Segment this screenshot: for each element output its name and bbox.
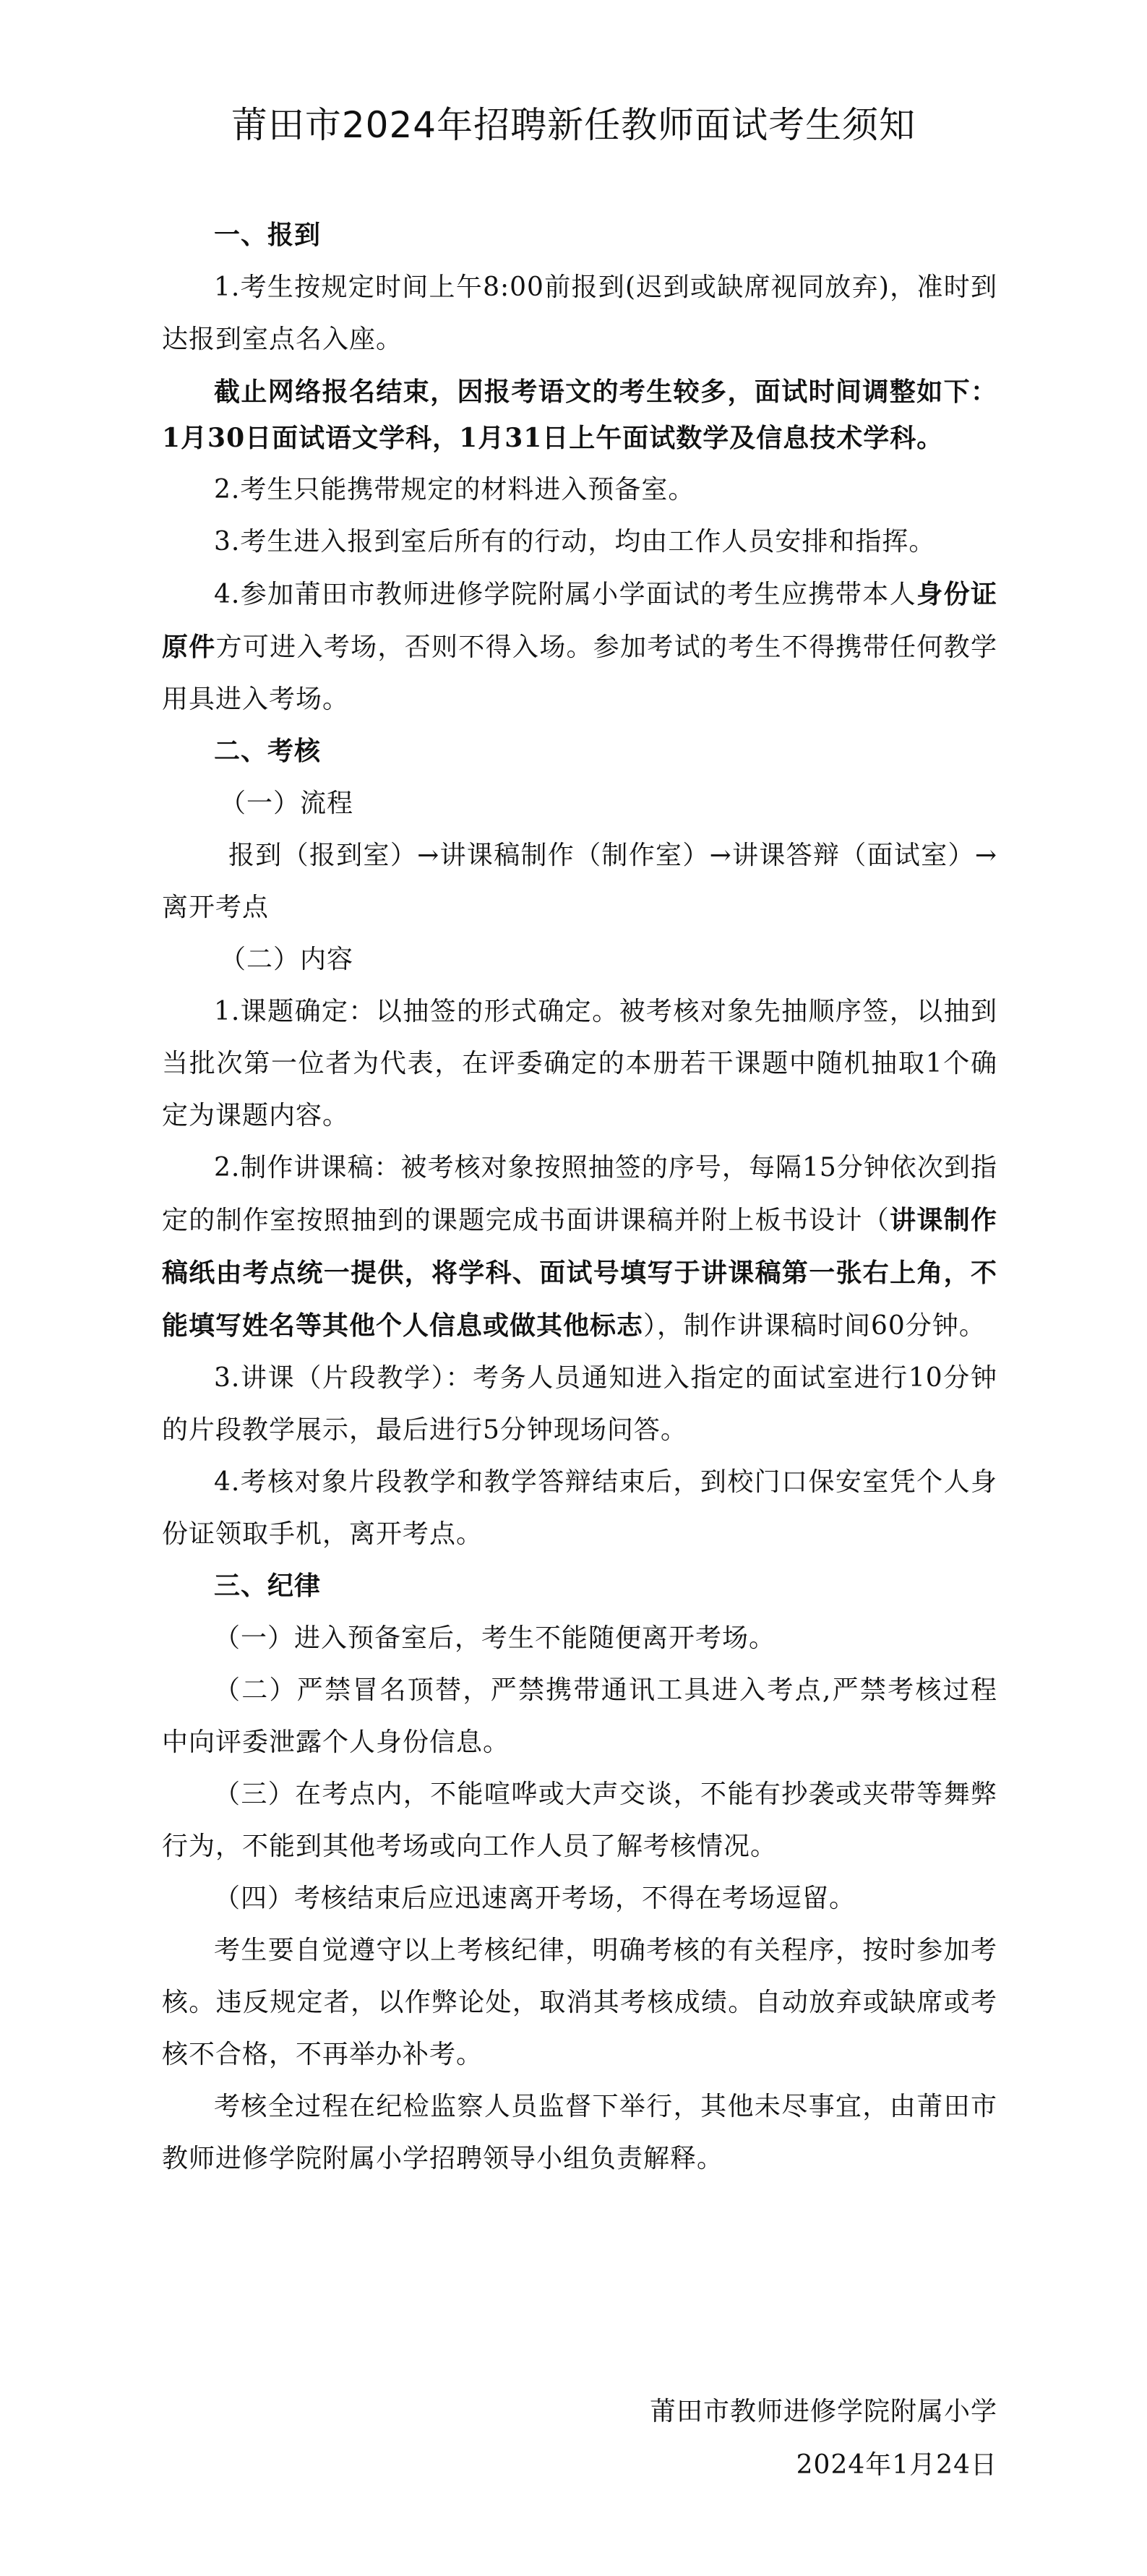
- issue-date: 2024年1月24日: [796, 2450, 997, 2480]
- discipline-item-3: （三）在考点内，不能喧哗或大声交谈，不能有抄袭或夹带等舞弊行为，不能到其他考场或向工作人员了解考核情况。: [162, 1779, 997, 1861]
- report-item-4: [162, 568, 997, 726]
- schedule-adjustment-notice: 截止网络报名结束，因报考语文的考生较多，面试时间调整如下：1月30日面试语文学科，1月31日上午面试数学及信息技术学科。: [162, 377, 997, 453]
- content-item-1: 1.课题确定：以抽签的形式确定。被考核对象先抽顺序签，以抽到当批次第一位者为代表，在评委确定的本册若干课题中随机抽取1个确定为课题内容。: [162, 997, 997, 1130]
- discipline-item-2: （二）严禁冒名顶替，严禁携带通讯工具进入考点,严禁考核过程中向评委泄露个人身份信息。: [162, 1675, 997, 1757]
- section-heading-report: 一、报到: [214, 220, 322, 250]
- report-item-3: 3.考生进入报到室后所有的行动，均由工作人员安排和指挥。: [214, 527, 936, 557]
- issuing-organization: 莆田市教师进修学院附属小学: [649, 2397, 997, 2426]
- subheading-content: （二）内容: [220, 945, 354, 974]
- discipline-item-4: （四）考核结束后应迅速离开考场，不得在考场逗留。: [214, 1884, 856, 1913]
- document-title: 莆田市2024年招聘新任教师面试考生须知: [231, 104, 916, 146]
- id-card-requirement: 身份证原件: [162, 579, 997, 662]
- report-item-2: 2.考生只能携带规定的材料进入预备室。: [214, 475, 695, 505]
- content-item-2-text-a: 2.制作讲课稿：被考核对象按照抽签的序号，每隔15分钟依次到指定的制作室按照抽到的课题完成书面讲课稿并附上板书设计（: [162, 1153, 997, 1235]
- report-item-4-text-b: 方可进入考场，否则不得入场。参加考试的考生不得携带任何教学用具进入考场。: [162, 632, 997, 714]
- content-item-3: 3.讲课（片段教学）：考务人员通知进入指定的面试室进行10分钟的片段教学展示，最后进行5分钟现场问答。: [162, 1363, 997, 1445]
- section-heading-discipline: 三、纪律: [214, 1571, 322, 1601]
- report-item-1: 1.考生按规定时间上午8:00前报到(迟到或缺席视同放弃)，准时到达报到室点名入座。: [162, 272, 997, 354]
- report-item-4-text-a: 4.参加莆田市教师进修学院附属小学面试的考生应携带本人: [214, 580, 917, 609]
- content-item-2-text-b: ），制作讲课稿时间60分钟。: [643, 1311, 986, 1341]
- discipline-closing: 考核全过程在纪检监察人员监督下举行，其他未尽事宜，由莆田市教师进修学院附属小学招聘领导小组负责解释。: [162, 2092, 997, 2173]
- content-item-2: [162, 1142, 997, 1352]
- discipline-summary: 考生要自觉遵守以上考核纪律，明确考核的有关程序，按时参加考核。违反规定者，以作弊论处，取消其考核成绩。自动放弃或缺席或考核不合格，不再举办补考。: [162, 1936, 997, 2069]
- script-paper-rules: 讲课制作稿纸由考点统一提供，将学科、面试号填写于讲课稿第一张右上角，不能填写姓名等其他个人信息或做其他标志: [162, 1205, 997, 1341]
- subheading-flow: （一）流程: [220, 789, 354, 818]
- signature-block: [419, 2385, 997, 2492]
- section-heading-assess: 二、考核: [214, 737, 322, 766]
- content-item-4: 4.考核对象片段教学和教学答辩结束后，到校门口保安室凭个人身份证领取手机，离开考点。: [162, 1467, 997, 1549]
- flow-text: 报到（报到室）→讲课稿制作（制作室）→讲课答辩（面试室）→离开考点: [162, 841, 997, 922]
- document-body: [162, 210, 997, 2185]
- discipline-item-1: （一）进入预备室后，考生不能随便离开考场。: [214, 1623, 776, 1653]
